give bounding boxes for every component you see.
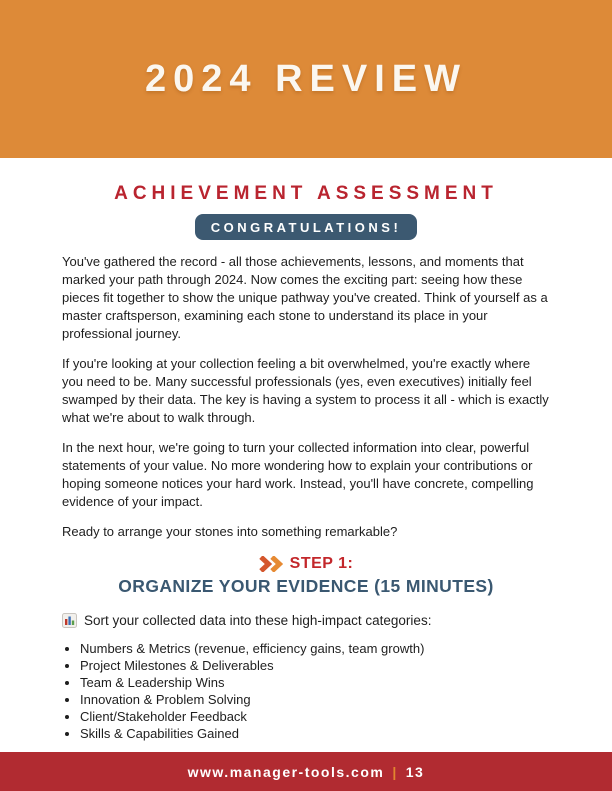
page-footer bbox=[0, 752, 612, 791]
step-label: STEP 1: bbox=[289, 555, 354, 572]
page-content bbox=[0, 183, 612, 742]
paragraph: In the next hour, we're going to turn your collected information into clear, powerful statements of your value. No more wondering how to explain your contributions or hoping someone notices your hard work. Instead, you'll have concrete, compelling evidence of your impact. bbox=[62, 440, 534, 509]
paragraph: If you're looking at your collection feeling a bit overwhelmed, you're exactly where you need to be. Many successful professionals (yes, even executives) initially feel swamped by their data. The key is having a system to process it all - which is exactly what we're about to walk through. bbox=[62, 356, 549, 425]
footer-divider: | bbox=[392, 763, 398, 780]
congratulations-badge: CONGRATULATIONS! bbox=[195, 214, 418, 240]
sort-intro-text: Sort your collected data into these high-impact categories: bbox=[84, 613, 432, 628]
bar-chart-icon bbox=[62, 613, 77, 628]
list-item: • Client/Stakeholder Feedback bbox=[80, 708, 550, 725]
page-title: 2024 REVIEW bbox=[145, 57, 467, 100]
step-heading bbox=[62, 555, 550, 573]
paragraph: You've gathered the record - all those achievements, lessons, and moments that marked your path through 2024. Now comes the exciting part: seeing how these pieces fit together to show the unique pathway you've created. Think of yourself as a master craftsperson, examining each stone to understand its place in your professional journey. bbox=[62, 254, 548, 341]
sort-intro-line bbox=[62, 613, 550, 628]
step-subtitle: ORGANIZE YOUR EVIDENCE (15 MINUTES) bbox=[118, 576, 494, 596]
paragraph: Ready to arrange your stones into something remarkable? bbox=[62, 524, 398, 539]
section-heading: ACHIEVEMENT ASSESSMENT bbox=[114, 183, 498, 204]
body-text bbox=[62, 253, 550, 541]
page-banner bbox=[0, 0, 612, 158]
footer-website-link[interactable]: www.manager-tools.com bbox=[187, 763, 385, 780]
footer-page-number: 13 bbox=[405, 763, 425, 780]
list-item: • Innovation & Problem Solving bbox=[80, 691, 550, 708]
double-chevron-right-icon bbox=[259, 556, 283, 572]
list-item: • Project Milestones & Deliverables bbox=[80, 657, 550, 674]
badge-row bbox=[62, 214, 550, 240]
list-item: • Team & Leadership Wins bbox=[80, 674, 550, 691]
list-item: • Skills & Capabilities Gained bbox=[80, 725, 550, 742]
category-list bbox=[62, 640, 550, 742]
list-item: • Numbers & Metrics (revenue, efficiency gains, team growth) bbox=[80, 640, 550, 657]
